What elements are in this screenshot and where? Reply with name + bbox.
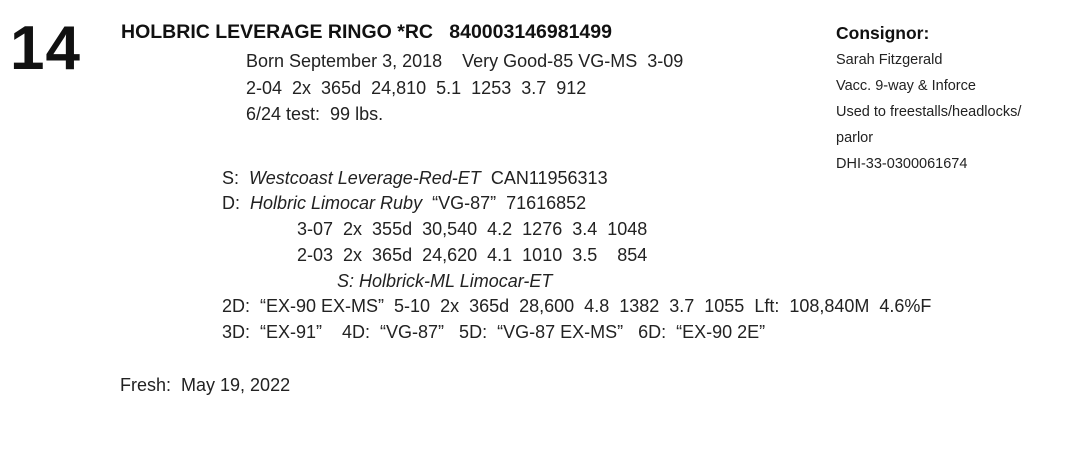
dam-classification-and-id: “VG-87” 71616852 [432, 193, 587, 213]
production-record: 2-04 2x 365d 24,810 5.1 1253 3.7 912 [246, 78, 587, 98]
born-and-classification: Born September 3, 2018 Very Good-85 VG-MS 3-09 [246, 51, 684, 71]
test-result: 6/24 test: 99 lbs. [246, 104, 384, 124]
consignor-heading: Consignor: [836, 23, 930, 43]
further-dams-line: 3D: “EX-91” 4D: “VG-87” 5D: “VG-87 EX-MS” 6D: “EX-90 2E” [222, 322, 766, 342]
consignor-housing-note: Used to freestalls/headlocks/ [836, 104, 1022, 120]
consignor-name: Sarah Fitzgerald [836, 52, 943, 68]
dam-record-2: 2-03 2x 365d 24,620 4.1 1010 3.5 854 [297, 245, 648, 265]
dam-sire: S: Holbrick-ML Limocar-ET [337, 271, 553, 291]
second-dam-line: 2D: “EX-90 EX-MS” 5-10 2x 365d 28,600 4.8 1382 3.7 1055 Lft: 108,840M 4.6%F [222, 296, 932, 316]
consignor-dhi-number: DHI-33-0300061674 [836, 156, 968, 172]
dam-line [222, 194, 586, 212]
fresh-date: Fresh: May 19, 2022 [120, 375, 291, 395]
consignor-housing-note-cont: parlor [836, 130, 874, 146]
sire-name: Westcoast Leverage-Red-ET [249, 168, 481, 188]
consignor-vaccination: Vacc. 9-way & Inforce [836, 78, 976, 94]
lot-number: 14 [10, 14, 81, 83]
dam-label: D: [222, 193, 240, 213]
sire-label: S: [222, 168, 240, 188]
dam-name: Holbric Limocar Ruby [250, 193, 423, 213]
sire-line [222, 169, 608, 187]
sire-registration: CAN11956313 [490, 168, 608, 188]
dam-record-1: 3-07 2x 355d 30,540 4.2 1276 3.4 1048 [297, 219, 648, 239]
animal-name-and-id: HOLBRIC LEVERAGE RINGO *RC 840003146981499 [121, 21, 612, 43]
